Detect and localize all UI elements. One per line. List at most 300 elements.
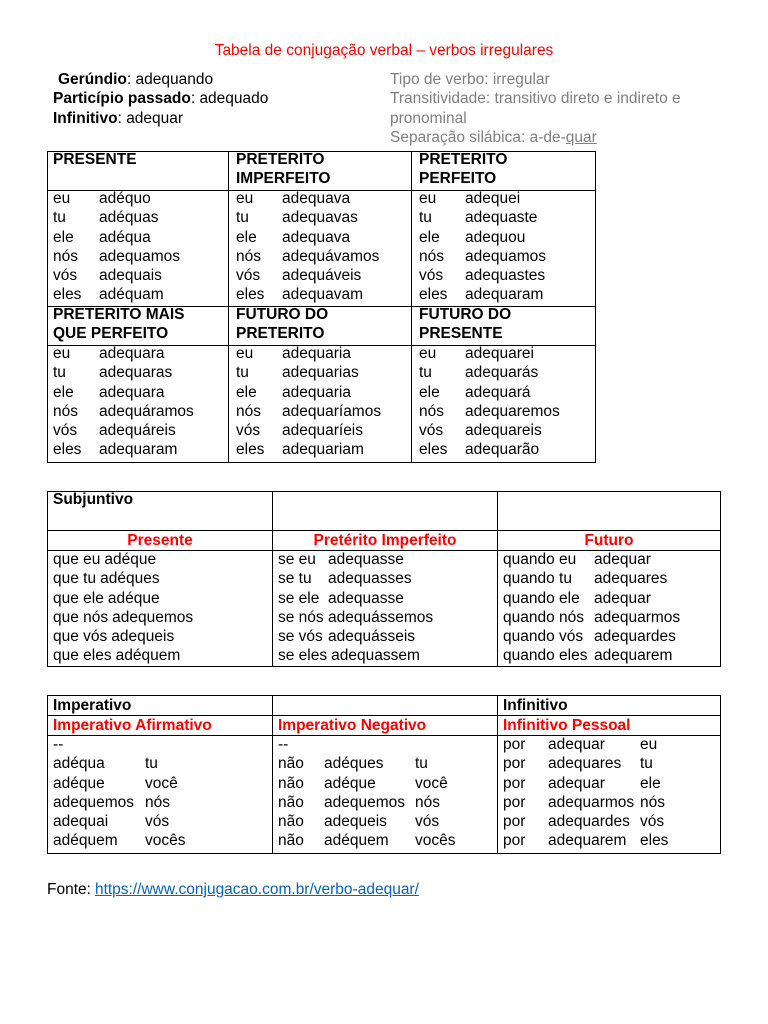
conjugation-line xyxy=(53,754,272,773)
conjugation-line xyxy=(53,646,272,665)
pronoun: vós xyxy=(53,422,78,440)
verb-form: adéqua xyxy=(53,755,105,773)
conjugation-line xyxy=(53,189,228,208)
tense-header-cell xyxy=(229,152,412,191)
conjugation-cell xyxy=(498,736,721,854)
mood-title-cell xyxy=(48,492,273,531)
pronoun: tu xyxy=(53,209,66,227)
pronoun: tu xyxy=(419,209,432,227)
verb-form: adequaríamos xyxy=(282,402,382,420)
verb-form: adequareis xyxy=(465,422,542,440)
stressed-syllable: quar xyxy=(565,128,597,146)
verb-forms-info xyxy=(53,70,268,128)
conjugation-line xyxy=(236,266,411,285)
verb-form: adequaram xyxy=(99,441,178,459)
infinitive-label: Infinitivo xyxy=(53,109,118,127)
tense-header-row xyxy=(48,531,721,551)
verb-form: adequara xyxy=(99,383,165,401)
verb-form: adequaste xyxy=(465,209,538,227)
conjugation-line xyxy=(53,735,272,754)
mood-title-row xyxy=(48,492,721,531)
verb-form: adéques xyxy=(324,755,384,773)
conjugation-line xyxy=(236,208,411,227)
pronoun: que ele xyxy=(53,589,104,607)
verb-form: adequemos xyxy=(53,793,135,811)
conjugation-line xyxy=(236,344,411,363)
tense-header: PRETERITO IMPERFEITO xyxy=(236,151,331,188)
conjugation-line xyxy=(53,402,228,421)
pronoun: vocês xyxy=(145,832,186,850)
verb-form: adéquem xyxy=(324,832,389,850)
conjugation-line xyxy=(419,383,595,402)
preposition: por xyxy=(503,832,526,850)
conjugation-list xyxy=(53,735,272,851)
pronoun: que nós xyxy=(53,608,109,626)
syllable-separation-label: Separação silábica: a-de- xyxy=(390,128,566,146)
tense-header-cell xyxy=(48,307,229,346)
pronoun: quando nós xyxy=(503,608,585,626)
pronoun: eles xyxy=(236,286,265,304)
tense-header: FUTURO DO PRETERITO xyxy=(236,306,329,343)
verb-form: adequaras xyxy=(99,364,173,382)
verb-form: adéques xyxy=(100,570,160,588)
conjugation-line xyxy=(503,812,720,831)
conjugation-line xyxy=(419,189,595,208)
verb-form: adéquam xyxy=(99,286,164,304)
verb-form: adéquem xyxy=(53,832,118,850)
verb-form: adequasses xyxy=(328,570,412,588)
verb-form: adequáramos xyxy=(99,402,194,420)
pronoun: eu xyxy=(419,190,437,207)
pronoun: eu xyxy=(236,190,254,207)
verb-form: adequou xyxy=(465,228,526,246)
pronoun: eles xyxy=(53,441,82,459)
verb-form: adequares xyxy=(548,755,622,773)
pronoun: nós xyxy=(419,247,444,265)
tense-header: PRETERITO PERFEITO xyxy=(419,151,508,188)
conjugation-line xyxy=(419,285,595,304)
pronoun: nós xyxy=(236,247,261,265)
verb-form: adequava xyxy=(282,228,351,246)
verb-form: adequarmos xyxy=(548,793,635,811)
conjugation-line xyxy=(278,569,497,588)
conjugation-line xyxy=(53,247,228,266)
tense-header: Pretérito Imperfeito xyxy=(273,531,498,551)
conjugation-line xyxy=(278,831,497,850)
verb-classification-info xyxy=(390,70,720,147)
conjugation-list xyxy=(53,189,228,305)
conjugation-cell xyxy=(48,551,273,667)
verb-form: adequarei xyxy=(465,345,534,362)
verb-form: adequasse xyxy=(328,589,404,607)
pronoun: tu xyxy=(236,364,249,382)
preposition: por xyxy=(503,793,526,811)
verb-form: adequais xyxy=(99,267,162,285)
conjugation-line xyxy=(53,344,228,363)
pronoun: tu xyxy=(640,755,653,773)
conjugation-line xyxy=(278,627,497,646)
conjugation-line xyxy=(53,228,228,247)
verb-form: adéquas xyxy=(99,209,159,227)
conjugation-line xyxy=(53,793,272,812)
verb-form: adequáveis xyxy=(282,267,362,285)
pronoun: eles xyxy=(53,286,82,304)
verb-form: adequasse xyxy=(328,551,404,568)
pronoun: ele xyxy=(419,383,440,401)
conjugation-line xyxy=(53,627,272,646)
verb-form: adequáreis xyxy=(99,422,176,440)
pronoun: ele xyxy=(236,228,257,246)
conjugation-line xyxy=(503,754,720,773)
tense-header: Presente xyxy=(48,531,273,551)
pronoun: nós xyxy=(53,247,78,265)
conjugation-line xyxy=(503,735,720,754)
imperativo-table xyxy=(47,695,721,854)
conjugation-line xyxy=(53,421,228,440)
conjugation-cell xyxy=(498,551,721,667)
pronoun: tu xyxy=(236,209,249,227)
verb-form: adequava xyxy=(282,190,351,207)
verb-form: adequássemos xyxy=(328,608,434,626)
pronoun: ele xyxy=(419,228,440,246)
conjugation-line xyxy=(503,774,720,793)
tense-header-row xyxy=(48,716,721,736)
tense-header: FUTURO DO PRESENTE xyxy=(419,306,512,343)
conjugation-line xyxy=(278,793,497,812)
verb-form: adéqua xyxy=(99,228,151,246)
verb-form: adequastes xyxy=(465,267,546,285)
conjugation-line xyxy=(278,774,497,793)
conjugation-line xyxy=(53,608,272,627)
subjuntivo-table xyxy=(47,491,721,667)
pronoun: eles xyxy=(236,441,265,459)
verb-form: adéque xyxy=(53,774,105,792)
conjugation-list xyxy=(53,550,272,666)
verb-form: adequaria xyxy=(282,345,351,362)
verb-form: adequarmos xyxy=(594,608,681,626)
pronoun: ele xyxy=(640,774,661,792)
verb-form: adequar xyxy=(548,774,605,792)
conjugation-list xyxy=(278,550,497,666)
conjugation-line xyxy=(236,363,411,382)
conjugation-cell xyxy=(48,736,273,854)
conjugation-cell xyxy=(273,551,498,667)
pronoun: eu xyxy=(53,190,71,207)
conjugation-line xyxy=(278,646,497,665)
tense-header: PRESENTE xyxy=(53,151,137,168)
negation: não xyxy=(278,813,304,831)
infinitive-value: : adequar xyxy=(117,109,184,127)
imperativo-title: Imperativo xyxy=(48,696,273,716)
pronoun: vós xyxy=(53,267,78,285)
pronoun: nós xyxy=(145,793,170,811)
conjugation-line xyxy=(419,344,595,363)
conjugation-line xyxy=(419,228,595,247)
conjugation-cell xyxy=(229,346,412,463)
pronoun: se vós xyxy=(278,628,323,646)
verb-form: adequares xyxy=(594,570,668,588)
conjugation-list xyxy=(236,189,411,305)
infinitive-line xyxy=(53,109,268,128)
pronoun: nós xyxy=(236,402,261,420)
pronoun: se tu xyxy=(278,570,312,588)
preposition: por xyxy=(503,736,526,753)
conjugation-line xyxy=(503,589,720,608)
pronoun: nós xyxy=(640,793,665,811)
verb-form: adequara xyxy=(99,345,165,362)
conjugation-row xyxy=(48,191,596,307)
conjugation-line xyxy=(278,550,497,569)
conjugation-line xyxy=(419,421,595,440)
participle-value: : adequado xyxy=(190,90,269,108)
pronoun: nós xyxy=(53,402,78,420)
conjugation-cell xyxy=(48,191,229,307)
pronoun: tu xyxy=(53,364,66,382)
conjugation-cell xyxy=(48,346,229,463)
conjugation-line xyxy=(419,208,595,227)
pronoun: se nós xyxy=(278,608,324,626)
conjugation-line xyxy=(53,550,272,569)
conjugation-line xyxy=(419,247,595,266)
conjugation-line xyxy=(278,608,497,627)
mood-title-row xyxy=(48,696,721,716)
conjugation-line xyxy=(503,608,720,627)
verb-form: adequásseis xyxy=(328,628,416,646)
syllable-separation xyxy=(390,128,720,147)
pronoun: que tu xyxy=(53,570,97,588)
gerund-value: : adequando xyxy=(126,71,214,88)
conjugation-line xyxy=(503,646,720,665)
pronoun: vós xyxy=(236,267,261,285)
conjugation-line xyxy=(419,440,595,459)
conjugation-list xyxy=(503,735,720,851)
tense-header: Imperativo Afirmativo xyxy=(48,716,273,736)
tense-header: Infinitivo Pessoal xyxy=(498,716,721,736)
pronoun: eles xyxy=(419,441,448,459)
verb-form: adequaram xyxy=(465,286,544,304)
conjugation-row xyxy=(48,346,596,463)
pronoun: eu xyxy=(419,345,437,362)
page-title: Tabela de conjugação verbal – verbos irregulares xyxy=(214,42,554,59)
pronoun: que eles xyxy=(53,647,112,665)
verb-type: Tipo de verbo: irregular xyxy=(390,71,550,88)
verb-form: adéque xyxy=(104,551,157,568)
conjugation-line xyxy=(236,421,411,440)
verb-form: adequei xyxy=(465,190,521,207)
conjugation-line xyxy=(53,208,228,227)
verb-form: adéquo xyxy=(99,190,151,207)
conjugation-cell xyxy=(412,346,596,463)
conjugation-line xyxy=(53,266,228,285)
pronoun: ele xyxy=(236,383,257,401)
conjugation-line xyxy=(236,440,411,459)
conjugation-row xyxy=(48,736,721,854)
verb-form: adequeis xyxy=(111,628,175,646)
verb-form: adequavas xyxy=(282,209,358,227)
conjugation-line xyxy=(53,440,228,459)
conjugation-line xyxy=(53,589,272,608)
conjugation-list xyxy=(53,344,228,460)
verb-form: adequarias xyxy=(282,364,359,382)
conjugation-line xyxy=(236,285,411,304)
tense-header-row xyxy=(48,307,596,346)
tense-header-cell xyxy=(412,152,596,191)
gerund-line xyxy=(53,70,268,89)
verb-form: adequemos xyxy=(324,793,406,811)
conjugation-list xyxy=(236,344,411,460)
conjugation-line xyxy=(419,363,595,382)
verb-form: adequavam xyxy=(282,286,364,304)
conjugation-line xyxy=(53,812,272,831)
source-line xyxy=(47,880,419,899)
tense-header: Imperativo Negativo xyxy=(273,716,498,736)
verb-form: adequávamos xyxy=(282,247,380,265)
conjugation-line xyxy=(503,569,720,588)
pronoun: quando eu xyxy=(503,551,577,568)
conjugation-list xyxy=(419,344,595,460)
subjuntivo-title: Subjuntivo xyxy=(53,491,134,508)
pronoun: eu xyxy=(236,345,254,362)
infinitivo-title: Infinitivo xyxy=(498,696,721,716)
conjugation-line xyxy=(53,774,272,793)
pronoun: vós xyxy=(236,422,261,440)
pronoun: eles xyxy=(640,832,669,850)
conjugation-line xyxy=(419,402,595,421)
pronoun: você xyxy=(145,774,178,792)
conjugation-line xyxy=(419,266,595,285)
source-link[interactable]: https://www.conjugacao.com.br/verbo-adequar/ xyxy=(94,881,419,898)
tense-header-row xyxy=(48,152,596,191)
transitivity: Transitividade: transitivo direto e indireto e pronominal xyxy=(390,90,681,127)
verb-form: adequardes xyxy=(548,813,630,831)
verb-form: adequamos xyxy=(99,247,181,265)
pronoun: tu xyxy=(419,364,432,382)
conjugation-line xyxy=(53,285,228,304)
indicativo-table xyxy=(47,151,596,463)
tense-header-cell xyxy=(412,307,596,346)
preposition: por xyxy=(503,813,526,831)
preposition: por xyxy=(503,774,526,792)
conjugation-line xyxy=(236,247,411,266)
pronoun: ele xyxy=(53,228,74,246)
pronoun: tu xyxy=(415,755,428,773)
verb-form: adéque xyxy=(324,774,376,792)
pronoun: quando vós xyxy=(503,628,584,646)
verb-form: adequaríeis xyxy=(282,422,364,440)
verb-form: adequariam xyxy=(282,441,364,459)
verb-form: adequaria xyxy=(282,383,351,401)
conjugation-line xyxy=(503,550,720,569)
negation: não xyxy=(278,793,304,811)
tense-header: PRETERITO MAIS QUE PERFEITO xyxy=(53,306,185,343)
conjugation-line xyxy=(236,383,411,402)
verb-form: adequarem xyxy=(548,832,627,850)
preposition: por xyxy=(503,755,526,773)
conjugation-line xyxy=(278,812,497,831)
conjugation-line xyxy=(236,402,411,421)
gerund-label: Gerúndio xyxy=(58,71,127,88)
tense-header: Futuro xyxy=(498,531,721,551)
conjugation-line xyxy=(236,228,411,247)
verb-form: adéque xyxy=(107,589,160,607)
verb-form: adequardes xyxy=(594,628,676,646)
verb-form: adéquem xyxy=(115,647,181,665)
pronoun: ele xyxy=(53,383,74,401)
pronoun: quando ele xyxy=(503,589,580,607)
pronoun: eles xyxy=(419,286,448,304)
verb-form: adequará xyxy=(465,383,531,401)
pronoun: que vós xyxy=(53,628,108,646)
conjugation-line xyxy=(503,831,720,850)
pronoun: nós xyxy=(419,402,444,420)
conjugation-line xyxy=(278,735,497,754)
pronoun: vós xyxy=(640,813,665,831)
conjugation-line xyxy=(503,793,720,812)
pronoun: quando tu xyxy=(503,570,572,588)
negation: não xyxy=(278,755,304,773)
verb-form: adequeis xyxy=(324,813,387,831)
conjugation-list xyxy=(419,189,595,305)
conjugation-cell xyxy=(412,191,596,307)
pronoun: vós xyxy=(419,422,444,440)
pronoun: vocês xyxy=(415,832,456,850)
pronoun: vós xyxy=(415,813,440,831)
conjugation-line xyxy=(278,754,497,773)
conjugation-line xyxy=(503,627,720,646)
pronoun: eu xyxy=(53,345,71,362)
conjugation-line xyxy=(278,589,497,608)
source-label: Fonte: xyxy=(47,881,91,898)
conjugation-line xyxy=(53,569,272,588)
verb-form: adequarás xyxy=(465,364,539,382)
conjugation-line xyxy=(53,383,228,402)
pronoun: nós xyxy=(415,793,440,811)
negation: não xyxy=(278,832,304,850)
verb-form: adequar xyxy=(594,551,651,568)
conjugation-line xyxy=(53,831,272,850)
placeholder-dash: -- xyxy=(53,736,64,753)
verb-form: adequai xyxy=(53,813,109,831)
conjugation-list xyxy=(278,735,497,851)
verb-form: adequar xyxy=(548,736,605,753)
tense-header-cell xyxy=(229,307,412,346)
empty-cell xyxy=(273,492,498,531)
placeholder-dash: -- xyxy=(278,736,289,753)
conjugation-line xyxy=(236,189,411,208)
conjugation-row xyxy=(48,551,721,667)
pronoun: se eles xyxy=(278,647,328,665)
empty-cell xyxy=(273,696,498,716)
verb-form: adequemos xyxy=(112,608,194,626)
conjugation-line xyxy=(53,363,228,382)
verb-form: adequassem xyxy=(331,647,420,665)
tense-header-cell xyxy=(48,152,229,191)
participle-label: Particípio passado xyxy=(53,90,191,108)
conjugation-cell xyxy=(273,736,498,854)
verb-form: adequarem xyxy=(594,647,673,665)
pronoun: se ele xyxy=(278,589,320,607)
conjugation-list xyxy=(503,550,720,666)
verb-form: adequamos xyxy=(465,247,547,265)
negation: não xyxy=(278,774,304,792)
verb-form: adequarão xyxy=(465,441,540,459)
verb-form: adequaremos xyxy=(465,402,560,420)
empty-cell xyxy=(498,492,721,531)
participle-line xyxy=(53,89,268,108)
pronoun: você xyxy=(415,774,448,792)
verb-form: adequar xyxy=(594,589,651,607)
pronoun: tu xyxy=(145,755,158,773)
